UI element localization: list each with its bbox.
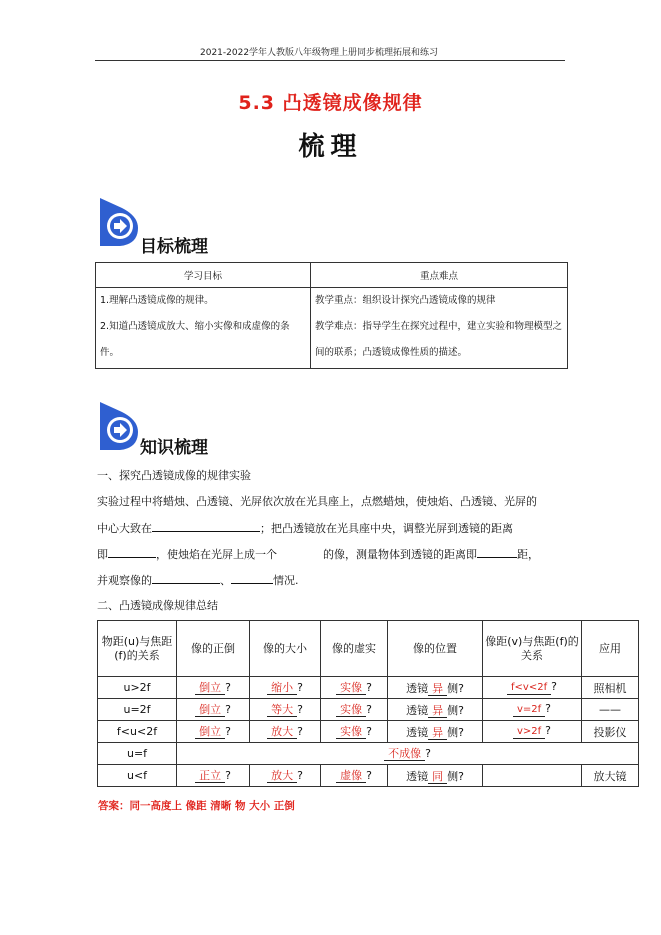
- fill-blank: [152, 521, 260, 532]
- paragraph-line: 中心大致在 ；把凸透镜放在光具座中央，调整光屏到透镜的距离: [97, 522, 513, 535]
- arrow-circle-icon: [100, 198, 140, 246]
- goal-item: 2.知道凸透镜成放大、缩小实像和成虚像的条件。: [100, 321, 290, 358]
- paragraph-line: 即 ，使烛焰在光屏上成一个 的像，测量物体到透镜的距离即 距，: [97, 548, 539, 561]
- key-point: 教学重点：组织设计探究凸透镜成像的规律: [315, 295, 496, 306]
- table-row: f<u<2f 倒立 ? 放大 ? 实像 ? 透镜 异 侧? v>2f ? 投影仪: [98, 721, 639, 743]
- keypoints-cell: [311, 288, 568, 369]
- header-cell: 像的正倒: [177, 621, 250, 677]
- answer-line: 答案：同一高度上 像距 清晰 物 大小 正倒: [98, 800, 295, 812]
- goals-table: [95, 262, 568, 369]
- lesson-title: 5.3 凸透镜成像规律: [238, 92, 423, 114]
- keypoints-header: 重点难点: [311, 263, 568, 288]
- fill-blank: [231, 573, 273, 584]
- paragraph-line: 并观察像的 、 情况.: [97, 574, 299, 587]
- page-header: 2021-2022学年人教版八年级物理上册同步梳理拓展和练习: [200, 48, 439, 58]
- section-knowledge-title: 知识梳理: [140, 438, 208, 458]
- header-cell: 物距(u)与焦距(f)的关系: [98, 621, 177, 677]
- heading-experiment: 一、探究凸透镜成像的规律实验: [97, 469, 251, 482]
- arrow-circle-icon: [100, 402, 140, 450]
- lesson-subtitle: 梳理: [298, 132, 363, 162]
- goals-cell: [96, 288, 311, 369]
- header-cell: 应用: [582, 621, 639, 677]
- header-cell: 像距(v)与焦距(f)的关系: [483, 621, 582, 677]
- fill-blank: [152, 573, 220, 584]
- table-row: u>2f 倒立 ? 缩小 ? 实像 ? 透镜 异 侧? f<v<2f ? 照相机: [98, 677, 639, 699]
- header-divider: [95, 60, 565, 61]
- goals-header: 学习目标: [96, 263, 311, 288]
- fill-blank: [108, 547, 156, 558]
- paragraph-line: 实验过程中将蜡烛、凸透镜、光屏依次放在光具座上，点燃蜡烛，使烛焰、凸透镜、光屏的: [97, 495, 537, 508]
- heading-summary: 二、凸透镜成像规律总结: [97, 599, 218, 612]
- header-cell: 像的位置: [388, 621, 483, 677]
- fill-blank: [477, 547, 517, 558]
- key-difficulty: 教学难点：指导学生在探究过程中，建立实验和物理模型之间的联系；凸透镜成像性质的描述。: [315, 321, 563, 358]
- table-row: u=f 不成像 ?: [98, 743, 639, 765]
- table-row: u=2f 倒立 ? 等大 ? 实像 ? 透镜 异 侧? v=2f ? ——: [98, 699, 639, 721]
- table-row: u<f 正立 ? 放大 ? 虚像 ? 透镜 同 侧? 放大镜: [98, 765, 639, 787]
- section-goals-title: 目标梳理: [140, 237, 208, 257]
- imaging-rules-table: [97, 620, 639, 787]
- goal-item: 1.理解凸透镜成像的规律。: [100, 295, 214, 306]
- header-cell: 像的虚实: [321, 621, 388, 677]
- header-cell: 像的大小: [250, 621, 321, 677]
